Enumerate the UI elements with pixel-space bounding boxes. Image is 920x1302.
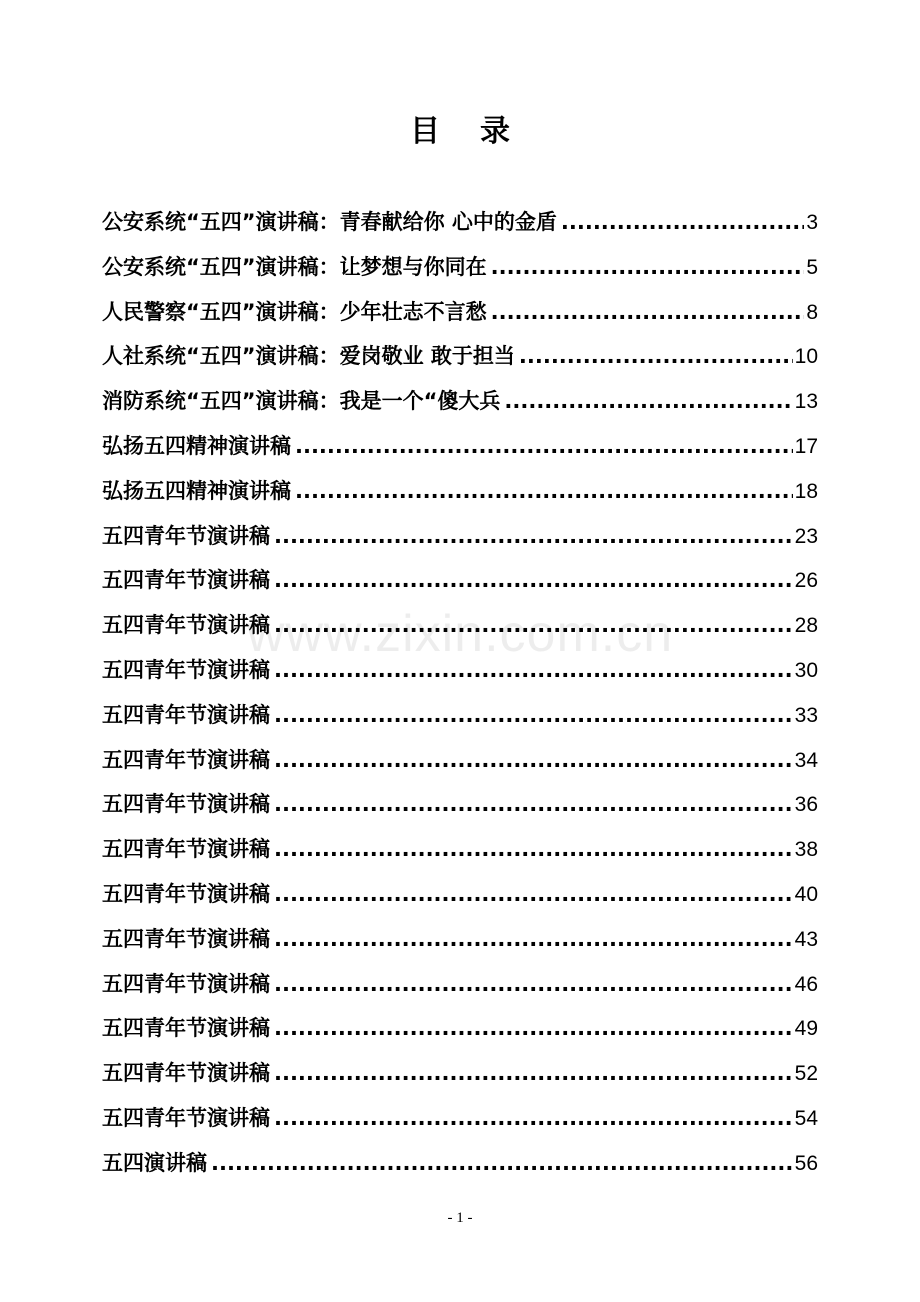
toc-entry[interactable]	[102, 340, 818, 385]
toc-dot-leader	[274, 927, 793, 951]
toc-dot-leader	[561, 210, 804, 234]
toc-dot-leader	[274, 1016, 793, 1040]
toc-dot-leader	[274, 837, 793, 861]
toc-entry[interactable]	[102, 206, 818, 251]
toc-entry[interactable]	[102, 251, 818, 296]
toc-dot-leader	[274, 1106, 793, 1130]
toc-entry-title: 人民警察“五四”演讲稿：少年壮志不言愁	[102, 299, 487, 324]
toc-entry-page: 30	[794, 658, 818, 682]
page-title: 目录	[410, 114, 550, 149]
toc-entry-title: 弘扬五四精神演讲稿	[102, 433, 291, 458]
toc-dot-leader	[519, 344, 793, 368]
toc-entry-title: 五四青年节演讲稿	[102, 568, 270, 593]
toc-entry-page: 5	[806, 255, 818, 279]
toc-entry[interactable]	[102, 744, 818, 789]
toc-entry[interactable]	[102, 699, 818, 744]
toc-dot-leader	[491, 300, 805, 324]
toc-dot-leader	[295, 479, 793, 503]
toc-entry-title: 五四青年节演讲稿	[102, 1105, 270, 1130]
toc-entry-page: 17	[794, 434, 818, 458]
toc-entry-title: 五四青年节演讲稿	[102, 837, 270, 862]
page-number: - 1 -	[447, 1210, 473, 1226]
toc-entry[interactable]	[102, 878, 818, 923]
toc-entry-title: 五四青年节演讲稿	[102, 792, 270, 817]
toc-entry-page: 56	[794, 1151, 818, 1175]
toc-dot-leader	[504, 389, 792, 413]
toc-entry-title: 五四青年节演讲稿	[102, 523, 270, 548]
table-of-contents	[102, 206, 818, 1192]
toc-entry[interactable]	[102, 564, 818, 609]
toc-dot-leader	[295, 434, 793, 458]
toc-entry-title: 五四青年节演讲稿	[102, 657, 270, 682]
toc-entry-page: 43	[794, 927, 818, 951]
toc-entry-title: 五四演讲稿	[102, 1150, 207, 1175]
toc-dot-leader	[274, 748, 793, 772]
toc-entry-title: 五四青年节演讲稿	[102, 613, 270, 638]
toc-entry-page: 23	[794, 524, 818, 548]
toc-entry-title: 五四青年节演讲稿	[102, 747, 270, 772]
toc-entry-page: 3	[806, 211, 818, 234]
toc-entry-page: 49	[794, 1017, 818, 1041]
toc-dot-leader	[274, 703, 793, 727]
toc-entry[interactable]	[102, 296, 818, 341]
toc-dot-leader	[211, 1151, 793, 1175]
toc-dot-leader	[491, 255, 805, 279]
toc-entry-page: 54	[794, 1106, 818, 1130]
toc-entry-page: 36	[794, 793, 818, 817]
toc-entry-page: 46	[794, 972, 818, 996]
toc-dot-leader	[274, 972, 793, 996]
toc-entry-title: 公安系统“五四”演讲稿：青春献给你 心中的金盾	[102, 210, 557, 234]
toc-entry[interactable]	[102, 520, 818, 565]
toc-entry[interactable]	[102, 833, 818, 878]
toc-entry-title: 弘扬五四精神演讲稿	[102, 478, 291, 503]
toc-entry[interactable]	[102, 654, 818, 699]
toc-entry[interactable]	[102, 788, 818, 833]
toc-dot-leader	[274, 524, 793, 548]
toc-entry-page: 28	[794, 614, 818, 638]
toc-entry-page: 8	[806, 300, 818, 324]
toc-entry-title: 五四青年节演讲稿	[102, 881, 270, 906]
toc-entry[interactable]	[102, 385, 818, 430]
toc-entry[interactable]	[102, 1102, 818, 1147]
toc-entry-title: 五四青年节演讲稿	[102, 1016, 270, 1041]
toc-entry-title: 人社系统“五四”演讲稿：爱岗敬业 敢于担当	[102, 344, 515, 369]
toc-entry[interactable]	[102, 609, 818, 654]
toc-entry-title: 消防系统“五四”演讲稿：我是一个“傻大兵	[102, 389, 501, 414]
toc-dot-leader	[274, 568, 793, 592]
toc-entry[interactable]	[102, 430, 818, 475]
toc-entry-page: 34	[794, 748, 818, 772]
watermark: www.zixin.com.cn	[246, 605, 674, 663]
toc-entry-page: 40	[794, 882, 818, 906]
toc-entry[interactable]	[102, 475, 818, 520]
toc-entry[interactable]	[102, 1012, 818, 1057]
toc-entry-page: 13	[794, 390, 818, 414]
toc-entry[interactable]	[102, 923, 818, 968]
toc-entry-title: 公安系统“五四”演讲稿：让梦想与你同在	[102, 254, 487, 279]
toc-dot-leader	[274, 792, 793, 816]
toc-entry-page: 33	[794, 703, 818, 727]
toc-entry-page: 38	[794, 838, 818, 862]
toc-entry-page: 10	[794, 345, 818, 369]
toc-entry[interactable]	[102, 968, 818, 1013]
toc-entry-title: 五四青年节演讲稿	[102, 926, 270, 951]
toc-entry-title: 五四青年节演讲稿	[102, 971, 270, 996]
toc-dot-leader	[274, 882, 793, 906]
toc-entry-page: 26	[794, 569, 818, 593]
toc-entry-title: 五四青年节演讲稿	[102, 1061, 270, 1086]
toc-dot-leader	[274, 1061, 793, 1085]
toc-entry-title: 五四青年节演讲稿	[102, 702, 270, 727]
toc-entry[interactable]	[102, 1057, 818, 1102]
toc-entry-page: 18	[794, 479, 818, 503]
toc-dot-leader	[274, 658, 793, 682]
toc-entry-page: 52	[794, 1062, 818, 1086]
toc-entry[interactable]	[102, 1147, 818, 1192]
toc-dot-leader	[274, 613, 793, 637]
